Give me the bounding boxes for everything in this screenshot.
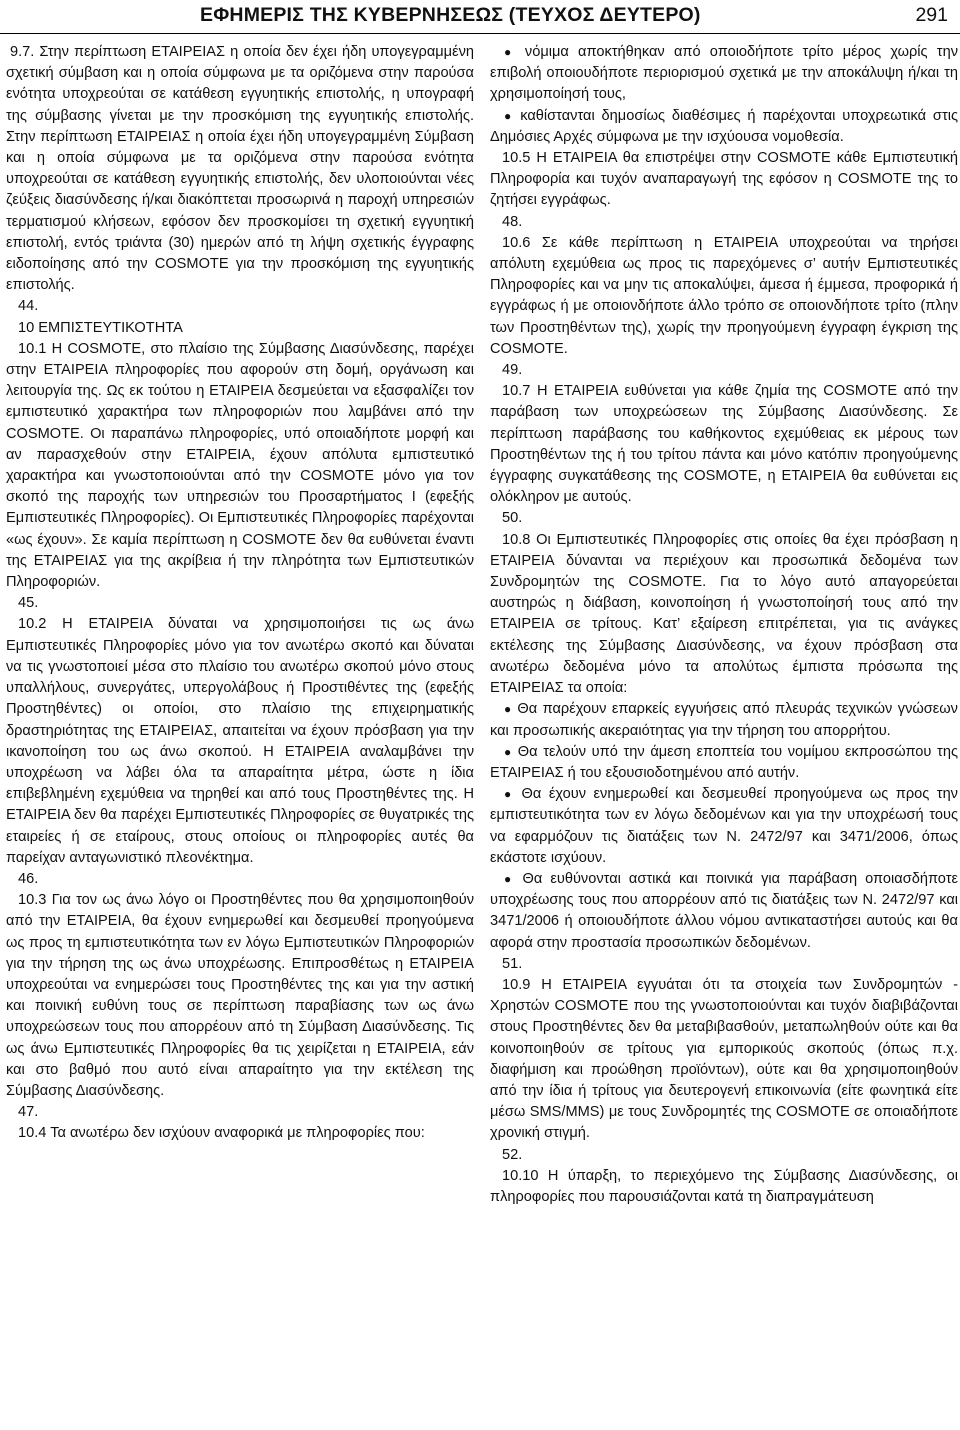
paragraph-10-7: 10.7 Η ΕΤΑΙΡΕΙΑ ευθύνεται για κάθε ζημία της COSMOTE από την παράβαση των υποχρεώσεων της Σύμβασης Διασύνδεσης. Σε περίπτωση παράβασης του καθήκοντος εχεμύθειας εκ μέρους των Προστηθέντων της ή του τρίτου πάντα και μόνο κατόπιν προηγούμενης έγγραφης συγκατάθεσης της COSMOTE, η ΕΤΑΙΡΕΙΑ θα ευθύνεται εις ολόκληρον με αυτούς. (490, 383, 958, 506)
paragraph-number: 50. (502, 510, 523, 527)
page-number: 291 (915, 4, 948, 26)
paragraph-10-8: 10.8 Οι Εμπιστευτικές Πληροφορίες στις οποίες θα έχει πρόσβαση η ΕΤΑΙΡΕΙΑ δύνανται να περιέχουν και προσωπικά δεδομένα των Συνδρομητών της COSMOTE. Για το λόγο αυτό απαγορεύεται αυστηρώς η διάβαση, κοινοποίηση ή γνωστοποίησή τους από την ΕΤΑΙΡΕΙΑ σε τρίτους. Κατ’ εξαίρεση επιτρέπεται, για τις ανάγκες εκτέλεσης της Σύμβασης Διασύνδεσης, να έχουν πρόσβαση στα ανωτέρω δεδομένα μόνο τα απολύτως έμπιστα πρόσωπα της ΕΤΑΙΡΕΙΑΣ τα οποία: (490, 531, 958, 697)
paragraph-number: 51. (502, 955, 523, 972)
paragraph-number: 46. (18, 870, 39, 887)
paragraph-number: 45. (18, 595, 39, 612)
paragraph-number: 47. (18, 1104, 39, 1121)
paragraph-9-7: 9.7. Στην περίπτωση ΕΤΑΙΡΕΙΑΣ η οποία δεν έχει ήδη υπογεγραμμένη σχετική σύμβαση και η οποία σύμφωνα με τα οριζόμενα στην παρούσα ενότητα υποχρεούται σε κατάθεση εγγυητικής επιστολής, η υπογραφή της σύμβασης γίνεται με την προσκόμιση της εγγυητικής επιστολής. Στην περίπτωση ΕΤΑΙΡΕΙΑΣ η οποία έχει ήδη υπογεγραμμένη Σύμβαση και η οποία σύμφωνα με τα οριζόμενα στην παρούσα ενότητα υποχρεούται σε κατάθεση εγγυητικής επιστολής, δεν υλοποιούνται νέες ζεύξεις διασύνδεσης ή/και διακόπτεται προσωρινά η παροχή υπηρεσιών τερματισμού κλήσεων, εφόσον δεν προσκομίσει τη σχετική εγγυητική επιστολή, εντός τριάντα (30) ημερών από τη λήψη σχετικής έγγραφης ειδοποίησης από την COSMOTE για την προσκόμιση της εγγυητικής επιστολής. (6, 44, 474, 294)
paragraph-10-9: 10.9 Η ΕΤΑΙΡΕΙΑ εγγυάται ότι τα στοιχεία των Συνδρομητών - Χρηστών COSMOTE που της γνωστοποιούνται και τυχόν διαβιβάζονται στους Προστηθέντες δεν θα μεταβιβασθούν, μεταπωληθούν ούτε και θα κοινοποιηθούν σε τρίτους για εμπορικούς σκοπούς (όπως π.χ. διαφήμιση και προώθηση προϊόντων), ούτε και θα χρησιμοποιηθούν από την ίδια ή τρίτους για δευτερογενή επικοινωνία (είτε φωνητικά είτε μέσω SMS/MMS) με τους Συνδρομητές της COSMOTE σε οποιαδήποτε χρονική στιγμή. (490, 976, 958, 1142)
bullet-item: ● νόμιμα αποκτήθηκαν από οποιοδήποτε τρίτο μέρος χωρίς την επιβολή οποιουδήποτε περιορισμού σχετικά με την αποκάλυψη ή/και τη χρησιμοποίησή τους, (490, 42, 958, 106)
left-column (6, 42, 474, 1145)
gazette-title: ΕΦΗΜΕΡΙΣ ΤΗΣ ΚΥΒΕΡΝΗΣΕΩΣ (ΤΕΥΧΟΣ ΔΕΥΤΕΡΟ) (200, 4, 701, 26)
paragraph-number: 49. (502, 362, 523, 379)
bullet-item: ● Θα παρέχουν επαρκείς εγγυήσεις από πλευράς τεχνικών γνώσεων και προσωπικής ακεραιότητας για την τήρηση του απορρήτου. (490, 699, 958, 741)
paragraph-10-5: 10.5 Η ΕΤΑΙΡΕΙΑ θα επιστρέψει στην COSMOTE κάθε Εμπιστευτική Πληροφορία και τυχόν αναπαραγωγή της εφόσον η COSMOTE της το ζητήσει εγγράφως. (490, 150, 958, 209)
bullet-item: ● καθίστανται δημοσίως διαθέσιμες ή παρέχονται υποχρεωτικά στις Δημόσιες Αρχές σύμφωνα με την ισχύουσα νομοθεσία. (490, 106, 958, 148)
paragraph-number: 48. (502, 213, 523, 230)
section-heading: 10 ΕΜΠΙΣΤΕΥΤΙΚΟΤΗΤΑ (18, 319, 183, 336)
paragraph-10-1: 10.1 Η COSMOTE, στο πλαίσιο της Σύμβασης Διασύνδεσης, παρέχει στην ΕΤΑΙΡΕΙΑ πληροφορίες που αφορούν στη δομή, οργάνωση και λειτουργία της. Ως εκ τούτου η ΕΤΑΙΡΕΙΑ δεσμεύεται να εξασφαλίζει τον εμπιστευτικό χαρακτήρα των πληροφοριών που λαμβάνει από την COSMOTE. Οι παραπάνω πληροφορίες, υπό οποιαδήποτε μορφή και αν παρασχεθούν στην ΕΤΑΙΡΕΙΑ, έχουν απόλυτα εμπιστευτικό χαρακτήρα και γνωστοποιούνται από την COSMOTE μόνο για τον σκοπό της παροχής των υπηρεσιών του Προσαρτήματος Ι (εφεξής Εμπιστευτικές Πληροφορίες). Οι Εμπιστευτικές Πληροφορίες παρέχονται «ως έχουν». Σε καμία περίπτωση η COSMOTE δεν θα ευθύνεται έναντι της ΕΤΑΙΡΕΙΑΣ για της ακρίβεια ή την πληρότητα των Εμπιστευτικών Πληροφοριών. (6, 340, 474, 591)
header-divider (0, 33, 960, 34)
paragraph-10-6: 10.6 Σε κάθε περίπτωση η ΕΤΑΙΡΕΙΑ υποχρεούται να τηρήσει απόλυτη εχεμύθεια ως προς τις παρεχόμενες σ’ αυτήν Εμπιστευτικές Πληροφορίες και να μην τις αποκαλύψει, άμεσα ή έμμεσα, προφορικά ή εγγράφως ή με οποιονδήποτε άλλο τρόπο σε οποιονδήποτε τρίτο (πλην των Προστηθέντων της), χωρίς την προηγούμενη έγγραφη έγκριση της COSMOTE. (490, 234, 958, 357)
page-header (0, 0, 960, 40)
paragraph-number: 52. (502, 1146, 523, 1163)
bullet-item: ● Θα ευθύνονται αστικά και ποινικά για παράβαση οποιασδήποτε υποχρέωσης τους που απορρέουν από τις διατάξεις των Ν. 2472/97 και 3471/2006 ή οποιουδήποτε άλλου νόμου αντικαταστήσει αυτούς και θα αφορά στην προστασία προσωπικών δεδομένων. (490, 869, 958, 954)
paragraph-10-10: 10.10 Η ύπαρξη, το περιεχόμενο της Σύμβασης Διασύνδεσης, οι πληροφορίες που παρουσιάζονται κατά τη διαπραγμάτευση (490, 1167, 958, 1205)
paragraph-10-2: 10.2 Η ΕΤΑΙΡΕΙΑ δύναται να χρησιμοποιήσει τις ως άνω Εμπιστευτικές Πληροφορίες μόνο για τον ανωτέρω σκοπό και δύναται να τις γνωστοποιεί μέσα στο πλαίσιο του ανωτέρω σκοπού μόνο στους υπαλλήλους, συνεργάτες, υπεργολάβους ή Προστιθέντες της (εφεξής Προστηθέντες) οι οποίοι, στο πλαίσιο της επιχειρηματικής δραστηριότητας της ΕΤΑΙΡΕΙΑΣ, απαιτείται να έχουν πρόσβαση για την ικανοποίηση του ως άνω σκοπού. Η ΕΤΑΙΡΕΙΑ αναλαμβάνει την υποχρέωση να λάβει όλα τα απαραίτητα μέτρα, ώστε η ίδια επιβεβλημένη εχεμύθεια να τηρηθεί και από τους Προστηθέντες της. Η ΕΤΑΙΡΕΙΑ δεν θα παρέχει Εμπιστευτικές Πληροφορίες σε θυγατρικές της εταιρείες ή σε εταίρους, στους οποίους οι πληροφορίες αυτές θα παρείχαν ανταγωνιστικό πλεονέκτημα. (6, 616, 474, 866)
bullet-item: ● Θα έχουν ενημερωθεί και δεσμευθεί προηγούμενα ως προς την εμπιστευτικότητα των εν λόγω δεδομένων και για την υποχρέωσή τους να εφαρμόζουν τις διατάξεις των Ν. 2472/97 και 3471/2006, όπως εκάστοτε ισχύουν. (490, 784, 958, 869)
paragraph-10-3: 10.3 Για τον ως άνω λόγο οι Προστηθέντες που θα χρησιμοποιηθούν από την ΕΤΑΙΡΕΙΑ, θα έχουν ενημερωθεί και δεσμευθεί προηγούμενα ως προς τη εμπιστευτικότητα των εν λόγω Εμπιστευτικών Πληροφοριών για την τήρηση της ως άνω υποχρέωσης. Επιπροσθέτως η ΕΤΑΙΡΕΙΑ υποχρεούται να ενημερώσει τους Προστηθέντες της και για την αστική και ποινική ευθύνη τους σε περίπτωση παραβίασης των ως άνω υποχρεώσεων τους που απορρέουν από τη Σύμβαση Διασύνδεσης. Τις ως άνω Εμπιστευτικές Πληροφορίες θα τις χειρίζεται η ΕΤΑΙΡΕΙΑ, εάν και στο βαθμό που αυτό είναι απαραίτητο για την εκτέλεση της Σύμβασης Διασύνδεσης. (6, 892, 474, 1099)
bullet-item: ● Θα τελούν υπό την άμεση εποπτεία του νομίμου εκπροσώπου της ΕΤΑΙΡΕΙΑΣ ή του εξουσιοδοτημένου από αυτήν. (490, 742, 958, 784)
right-column (490, 42, 958, 1208)
paragraph-10-4: 10.4 Τα ανωτέρω δεν ισχύουν αναφορικά με πληροφορίες που: (18, 1125, 425, 1142)
paragraph-number: 44. (18, 298, 39, 315)
